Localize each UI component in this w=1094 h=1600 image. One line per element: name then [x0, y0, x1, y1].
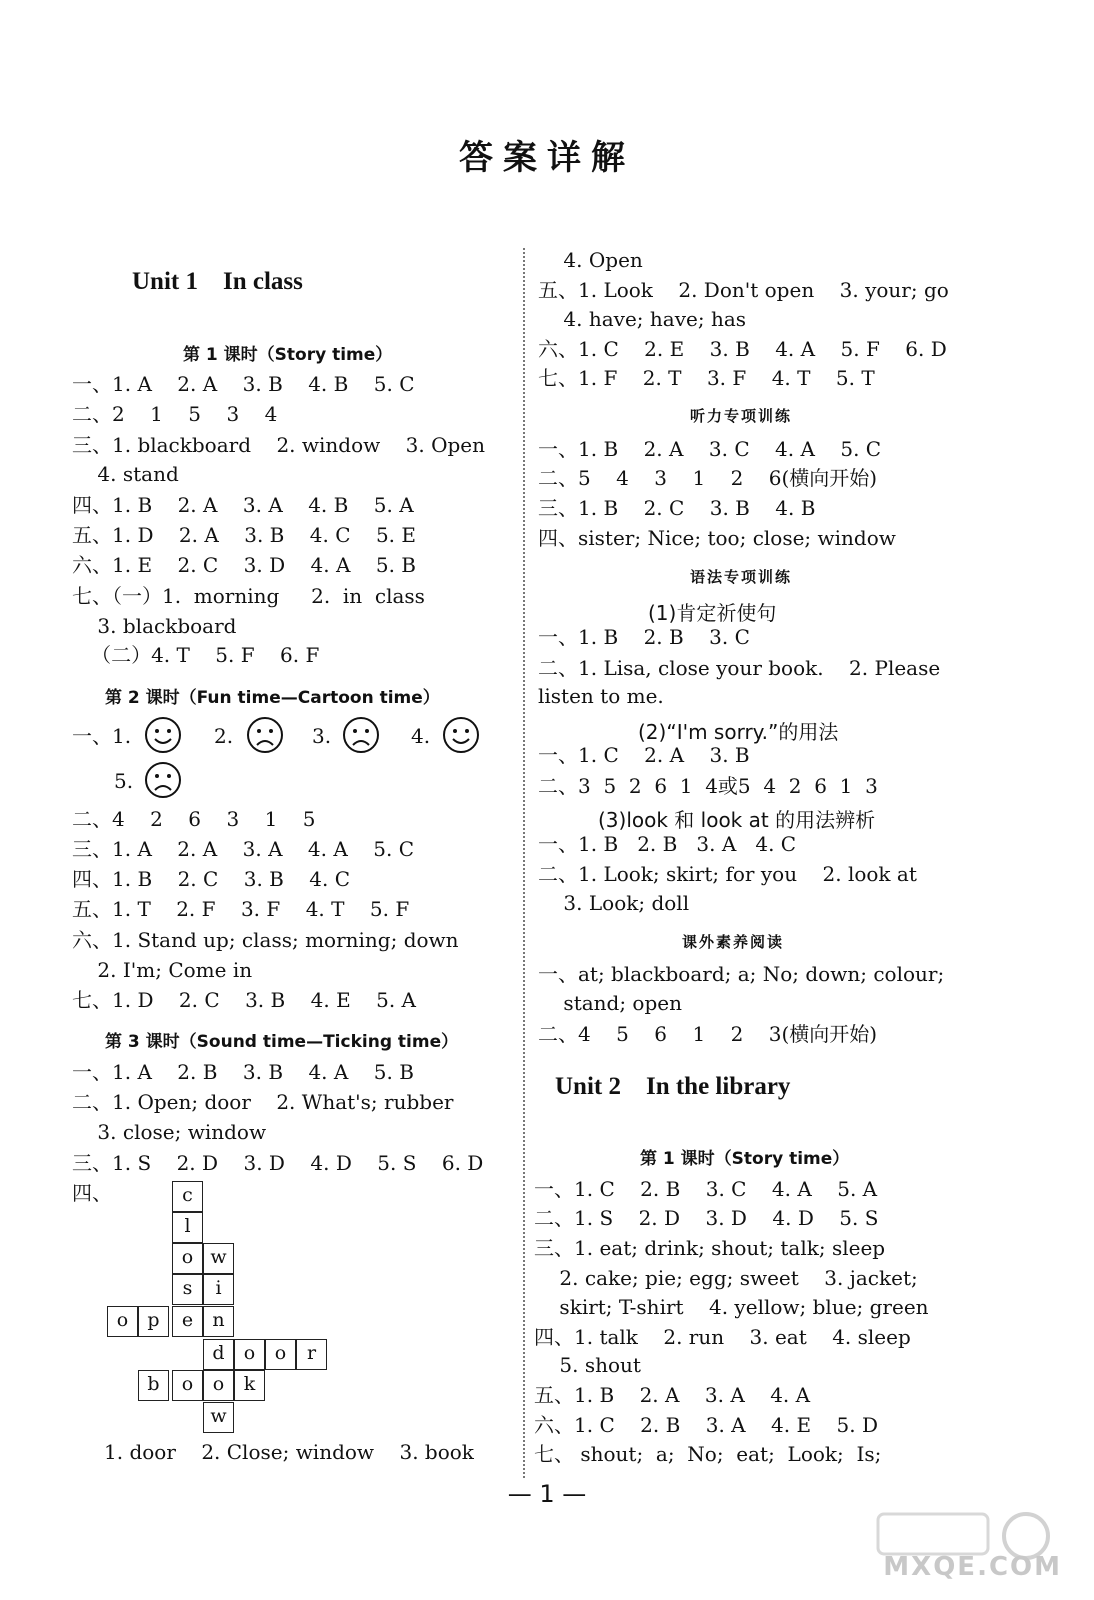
crossword-cell: l	[172, 1212, 203, 1243]
answer-line: 3. close; window	[72, 1120, 267, 1144]
answer-line: 4. stand	[72, 462, 179, 486]
crossword-cell: k	[234, 1370, 265, 1401]
answer-line: 七、1. F 2. T 3. F 4. T 5. T	[538, 366, 875, 390]
grammar-section-title: 语法专项训练	[690, 568, 793, 586]
answer-line: 二、4 5 6 1 2 3(横向开始)	[538, 1022, 878, 1046]
face-number: 5.	[114, 769, 134, 793]
face-number: 2.	[214, 724, 234, 748]
crossword-cell: n	[203, 1306, 234, 1337]
crossword-cell: p	[138, 1306, 169, 1337]
answer-line: （二）4. T 5. F 6. F	[72, 643, 320, 667]
answer-line: 二、1. Open; door 2. What's; rubber	[72, 1090, 454, 1114]
page-number: — 1 —	[507, 1480, 587, 1508]
crossword-cell: d	[203, 1339, 234, 1370]
crossword-cell: o	[107, 1306, 138, 1337]
answer-line: 六、1. E 2. C 3. D 4. A 5. B	[72, 553, 416, 577]
answer-line: 3. Look; doll	[538, 891, 690, 915]
smile-face-icon	[144, 716, 182, 754]
answer-line: 四、1. B 2. A 3. A 4. B 5. A	[72, 493, 414, 517]
smile-face-icon	[442, 716, 480, 754]
answer-line: 4. have; have; has	[538, 307, 747, 331]
answer-line: 二、1. S 2. D 3. D 4. D 5. S	[534, 1206, 879, 1230]
answer-line: 2. cake; pie; egg; sweet 3. jacket;	[534, 1266, 918, 1290]
sad-face-icon	[246, 716, 284, 754]
faces-prefix: 一、	[72, 724, 112, 748]
crossword-cell: s	[172, 1274, 203, 1305]
answer-line: stand; open	[538, 991, 682, 1015]
answer-line: 二、1. Look; skirt; for you 2. look at	[538, 862, 917, 886]
sad-face-icon	[144, 761, 182, 799]
crossword-cell: o	[172, 1243, 203, 1274]
answer-line: 六、1. C 2. B 3. A 4. E 5. D	[534, 1413, 878, 1437]
unit1-lesson3-title: 第 3 课时（Sound time—Ticking time）	[105, 1032, 459, 1052]
answer-line: 五、1. Look 2. Don't open 3. your; go	[538, 278, 949, 302]
crossword-label: 四、	[72, 1181, 112, 1205]
grammar-subheading: (3)look 和 look at 的用法辨析	[598, 808, 876, 832]
unit1-lesson2-title: 第 2 课时（Fun time—Cartoon time）	[105, 688, 440, 708]
answer-line: 二、4 2 6 3 1 5	[72, 807, 316, 831]
crossword-cell: i	[203, 1274, 234, 1305]
answer-line: 三、1. S 2. D 3. D 4. D 5. S 6. D	[72, 1151, 484, 1175]
crossword-cell: o	[265, 1339, 296, 1370]
answer-line: 一、1. A 2. B 3. B 4. A 5. B	[72, 1060, 414, 1084]
answer-line: 六、1. C 2. E 3. B 4. A 5. F 6. D	[538, 337, 947, 361]
crossword-cell: e	[172, 1306, 203, 1337]
crossword-cell: w	[203, 1402, 234, 1433]
answer-line: 一、1. C 2. B 3. C 4. A 5. A	[534, 1177, 878, 1201]
crossword-cell: b	[138, 1370, 169, 1401]
page-title: 答案详解	[459, 138, 635, 178]
answer-line: 一、1. C 2. A 3. B	[538, 743, 750, 767]
face-number: 4.	[411, 724, 431, 748]
crossword-cell: c	[172, 1181, 203, 1212]
sad-face-icon	[342, 716, 380, 754]
reading-section-title: 课外素养阅读	[682, 933, 785, 951]
answer-line: 四、1. talk 2. run 3. eat 4. sleep	[534, 1325, 911, 1349]
answer-line: 三、1. B 2. C 3. B 4. B	[538, 496, 816, 520]
crossword-cell: r	[296, 1339, 327, 1370]
unit1-title: Unit 1 In class	[132, 268, 303, 295]
answer-line: 一、1. B 2. B 3. A 4. C	[538, 832, 797, 856]
answer-line: 二、1. Lisa, close your book. 2. Please	[538, 656, 941, 680]
answer-line: 2. I'm; Come in	[72, 958, 253, 982]
answer-line: 5. shout	[534, 1353, 641, 1377]
unit2-title: Unit 2 In the library	[555, 1073, 791, 1100]
column-divider	[523, 248, 525, 1478]
answer-line: 二、5 4 3 1 2 6(横向开始)	[538, 466, 878, 490]
answer-line: 七、1. D 2. C 3. B 4. E 5. A	[72, 988, 416, 1012]
listening-section-title: 听力专项训练	[690, 407, 793, 425]
crossword-cell: w	[203, 1243, 234, 1274]
crossword-cell: o	[203, 1370, 234, 1401]
answer-line: 一、1. A 2. A 3. B 4. B 5. C	[72, 372, 415, 396]
unit1-lesson1-title: 第 1 课时（Story time）	[183, 345, 393, 365]
face-number: 3.	[312, 724, 332, 748]
answer-line: 四、1. B 2. C 3. B 4. C	[72, 867, 351, 891]
answer-line: 三、1. eat; drink; shout; talk; sleep	[534, 1236, 886, 1260]
answer-line: 七、（一）1. morning 2. in class	[72, 584, 425, 608]
answer-line: 二、2 1 5 3 4	[72, 402, 278, 426]
crossword-cell: o	[234, 1339, 265, 1370]
unit2-lesson1-title: 第 1 课时（Story time）	[640, 1149, 850, 1169]
answer-line: 四、sister; Nice; too; close; window	[538, 526, 896, 550]
answer-line: 4. Open	[538, 248, 643, 272]
grammar-subheading: (1)肯定祈使句	[648, 601, 777, 625]
crossword-cell: o	[172, 1370, 203, 1401]
answer-line: 一、at; blackboard; a; No; down; colour;	[538, 962, 945, 986]
answer-line: 二、3 5 2 6 1 4或5 4 2 6 1 3	[538, 774, 878, 798]
answer-line: 一、1. B 2. A 3. C 4. A 5. C	[538, 437, 882, 461]
answer-line: 五、1. B 2. A 3. A 4. A	[534, 1383, 811, 1407]
crossword-answers: 1. door 2. Close; window 3. book	[104, 1440, 474, 1464]
answer-line: 五、1. T 2. F 3. F 4. T 5. F	[72, 897, 410, 921]
answer-line: 三、1. A 2. A 3. A 4. A 5. C	[72, 837, 414, 861]
answer-line: skirt; T-shirt 4. yellow; blue; green	[534, 1295, 929, 1319]
answer-line: 一、1. B 2. B 3. C	[538, 625, 750, 649]
answer-line: 七、 shout; a; No; eat; Look; Is;	[534, 1442, 882, 1466]
face-number: 1.	[112, 724, 132, 748]
grammar-subheading: (2)“I'm sorry.”的用法	[638, 720, 839, 744]
answer-line: listen to me.	[538, 684, 664, 708]
answer-line: 五、1. D 2. A 3. B 4. C 5. E	[72, 523, 416, 547]
answer-line: 六、1. Stand up; class; morning; down	[72, 928, 459, 952]
answer-line: 3. blackboard	[72, 614, 237, 638]
answer-line: 三、1. blackboard 2. window 3. Open	[72, 433, 486, 457]
watermark-text: MXQE.COM	[883, 1552, 1062, 1582]
